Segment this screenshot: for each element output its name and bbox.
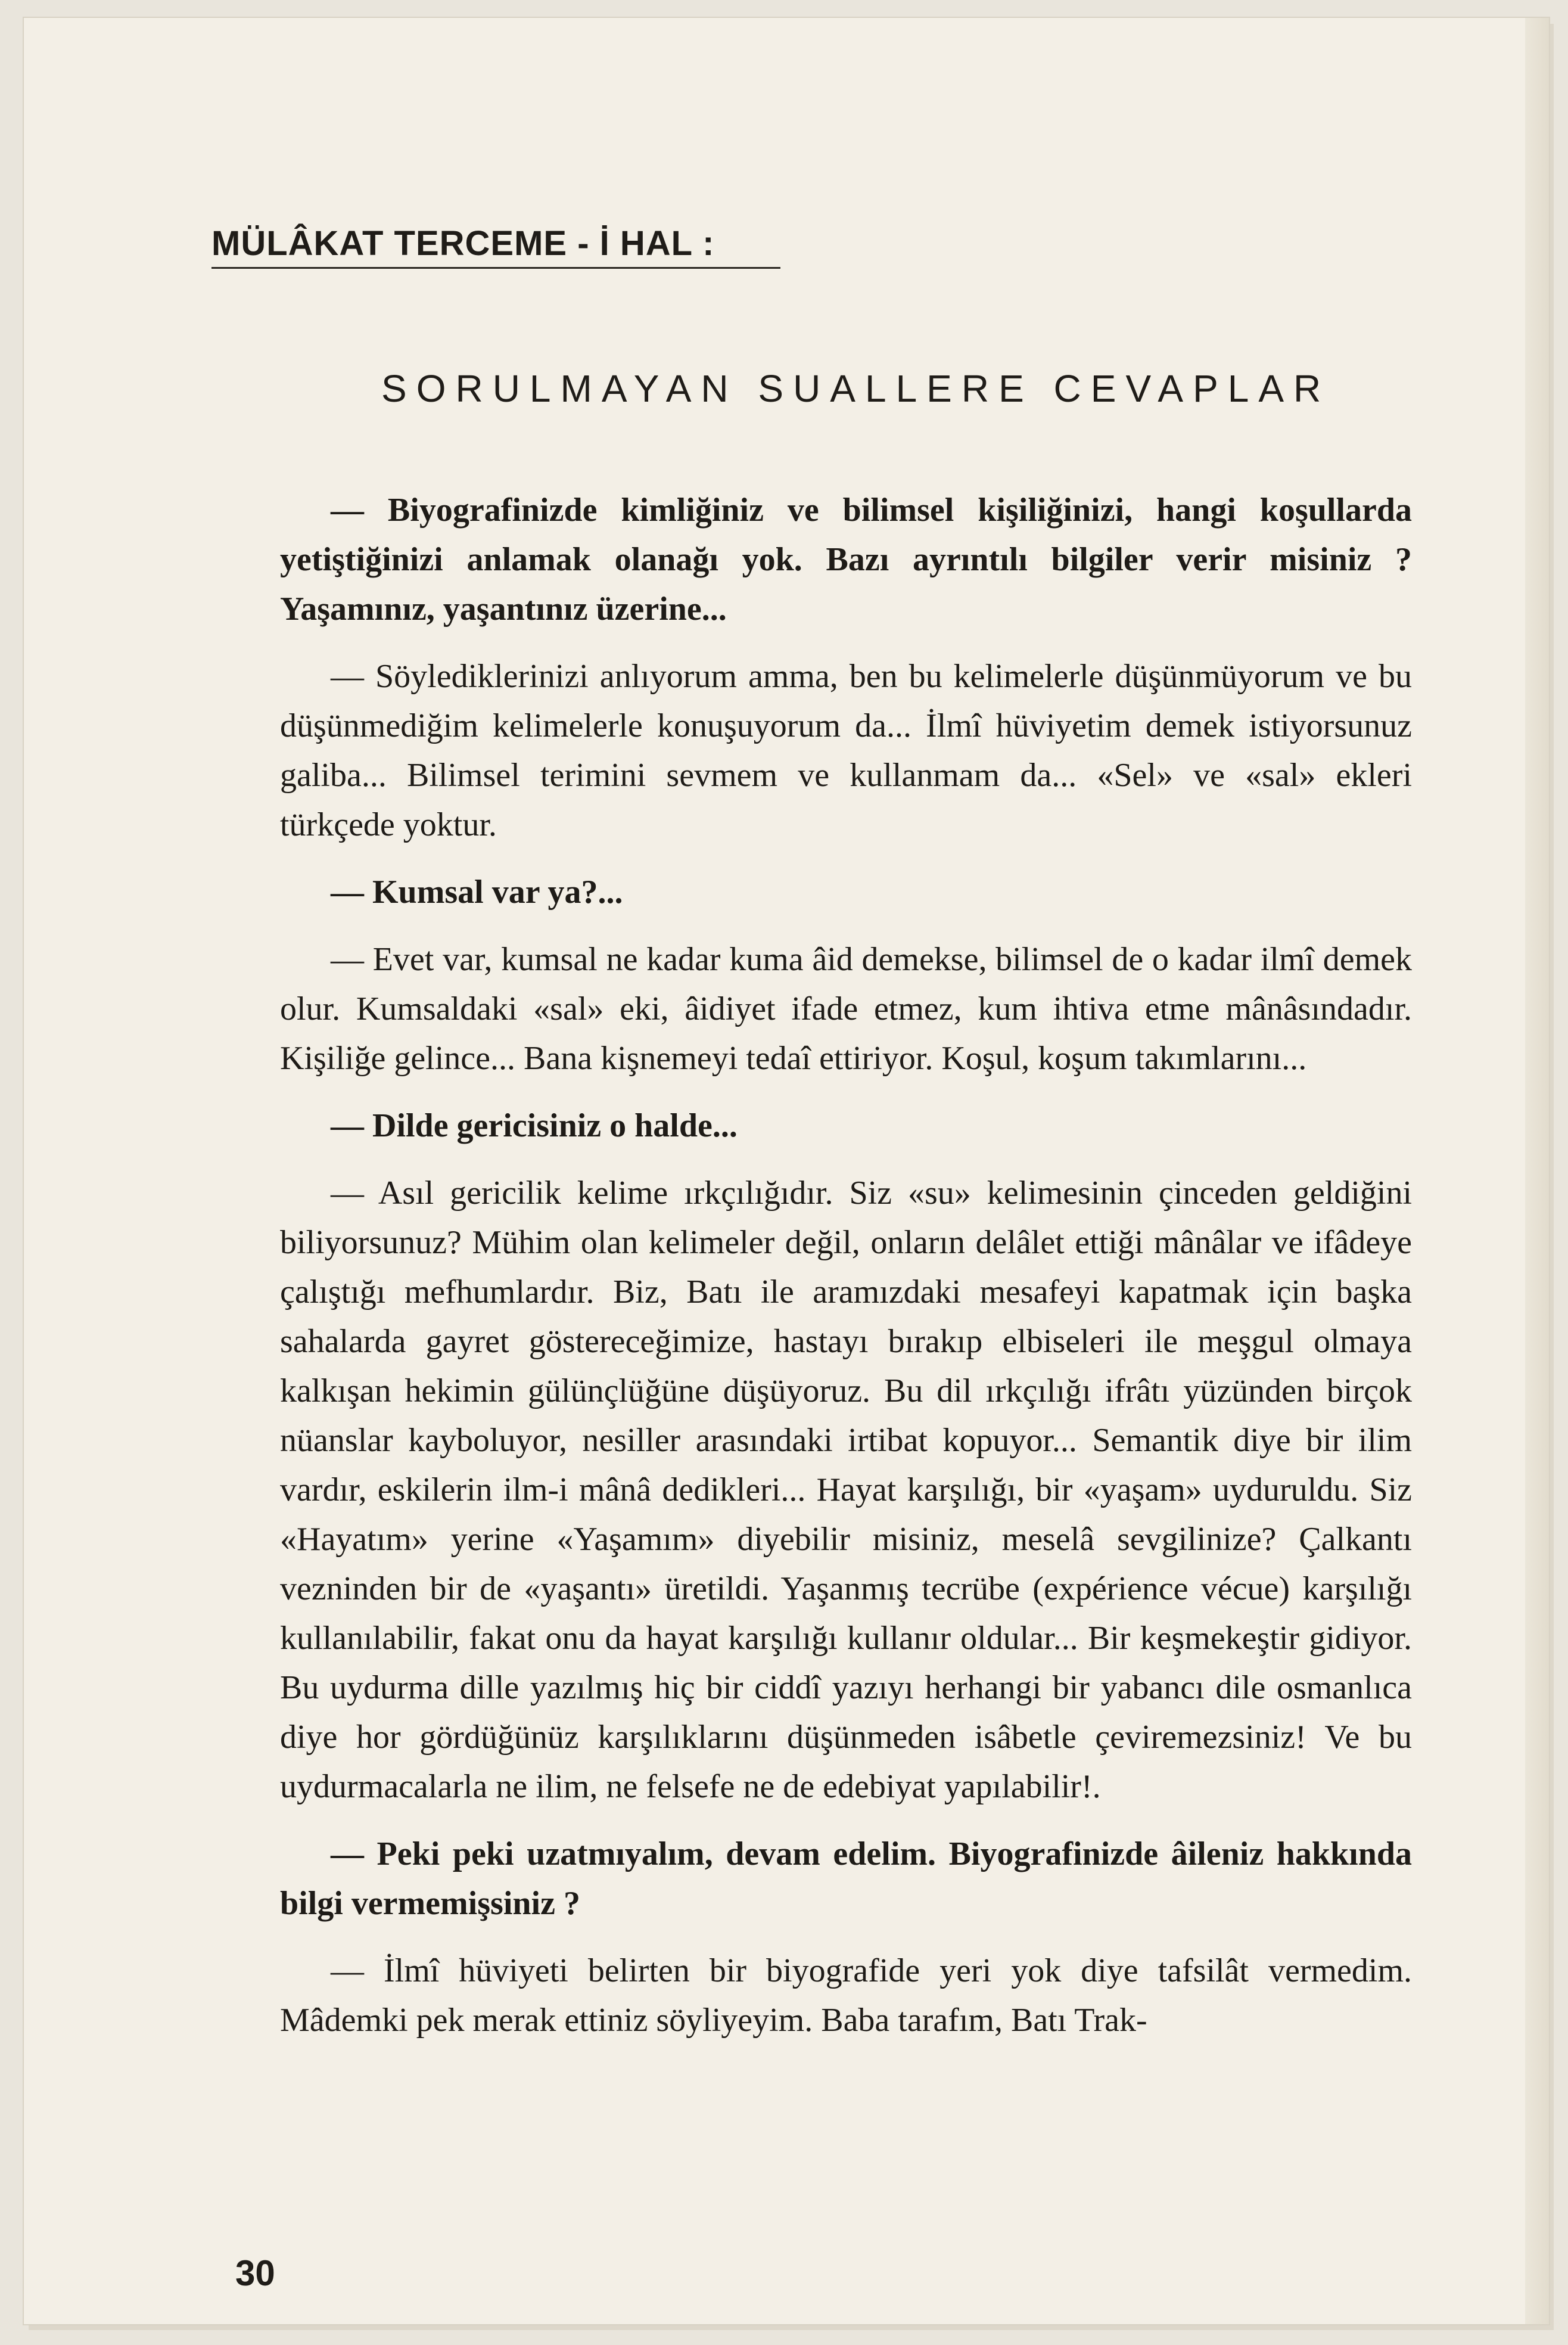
paragraph-answer-1: — Söylediklerinizi anlıyorum amma, ben bu kelimelerle düşünmüyorum ve bu düşünmediğim kelimelerle konuşuyorum da... İlmî hüviyetim demek istiyorsunuz galiba... Bilimsel terimini sevmem ve kullanmam da... «Sel» ve «sal» ekleri türkçede yoktur.: [280, 658, 1412, 843]
page-number: 30: [235, 2253, 275, 2293]
section-heading: MÜLÂKAT TERCEME - İ HAL :: [211, 223, 780, 269]
paragraph-answer-2: — Evet var, kumsal ne kadar kuma âid demekse, bilimsel de o kadar ilmî demek olur. Kumsaldaki «sal» eki, âidiyet ifade etmez, kum ihtiva etme mânâsındadır. Kişiliğe gelince... Bana kişnemeyi tedaî ettiriyor. Koşul, koşum takımlarını...: [280, 941, 1412, 1077]
book-page: [24, 18, 1549, 2324]
paragraph-answer-3: — Asıl gericilik kelime ırkçılığıdır. Siz «su» kelimesinin çinceden geldiğini biliyorsunuz? Mühim olan kelimeler değil, onların delâlet ettiği mânâlar ve ifâdeye çalıştığı mefhumlardır. Biz, Batı ile aramızdaki mesafeyi kapatmak için başka sahalarda gayret göstereceğimize, hastayı bırakıp elbiseleri ile meşgul olmaya kalkışan hekimin gülünçlüğüne düşüyoruz. Bu dil ırkçılığı ifrâtı yüzünden birçok nüanslar kayboluyor, nesiller arasındaki irtibat kopuyor... Semantik diye bir ilim vardır, eskilerin ilm-i mânâ dedikleri... Hayat karşılığı, bir «yaşam» uyduruldu. Siz «Hayatım» yerine «Yaşamım» diyebilir misiniz, meselâ sevgilinize? Çalkantı vezninden bir de «yaşantı» üretildi. Yaşanmış tecrübe (expérience vécue) karşılığı kullanılabilir, fakat onu da hayat karşılığı kullanır oldular... Bir keşmekeştir gidiyor. Bu uydurma dille yazılmış hiç bir ciddî yazıyı herhangi bir yabancı dile osmanlıca diye hor gördüğünüz karşılıklarını düşünmeden isâbetle çeviremezsiniz! Ve bu uydurmacalarla ne ilim, ne felsefe ne de edebiyat yapılabilir!.: [280, 1175, 1412, 1805]
page-edge: [1525, 18, 1549, 2324]
paragraph-question-2: — Kumsal var ya?...: [331, 874, 623, 911]
paragraph-answer-4: — İlmî hüviyeti belirten bir biyografide yeri yok diye tafsilât vermedim. Mâdemki pek merak ettiniz söyliyeyim. Baba tarafım, Batı Trak-: [280, 1952, 1412, 2039]
article-body: [280, 486, 1412, 2063]
paragraph-question-3: — Dilde gericisiniz o halde...: [331, 1107, 738, 1144]
paragraph-question-4: — Peki peki uzatmıyalım, devam edelim. Biyografinizde âileniz hakkında bilgi vermemişsiniz ?: [280, 1835, 1412, 1922]
paragraph-question-1: — Biyografinizde kimliğiniz ve bilimsel kişiliğinizi, hangi koşullarda yetiştiğinizi anlamak olanağı yok. Bazı ayrıntılı bilgiler verir misiniz ? Yaşamınız, yaşantınız üzerine...: [280, 492, 1412, 628]
article-title: SORULMAYAN SUALLERE CEVAPLAR: [381, 367, 1331, 410]
